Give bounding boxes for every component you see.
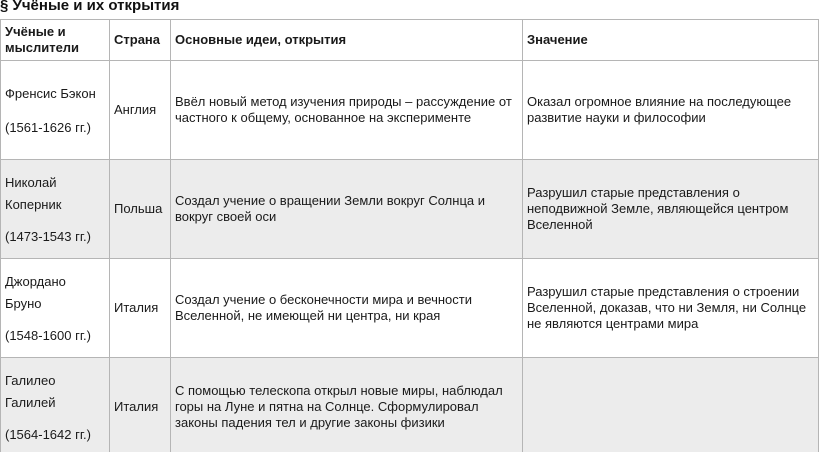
scientist-years: (1548-1600 гг.) bbox=[5, 328, 91, 343]
scientist-name: Николай bbox=[5, 175, 57, 190]
ideas-cell: С помощью телескопа открыл новые миры, наблюдал горы на Луне и пятна на Солнце. Сформулировал законы падения тел и другие законы физики bbox=[171, 358, 523, 452]
table-row bbox=[1, 61, 819, 160]
table-row bbox=[1, 358, 819, 452]
header-country: Страна bbox=[110, 20, 171, 61]
header-significance: Значение bbox=[523, 20, 819, 61]
ideas-cell: Создал учение о бесконечности мира и вечности Вселенной, не имеющей ни центра, ни края bbox=[171, 259, 523, 358]
scientist-cell bbox=[1, 61, 110, 160]
country-cell: Англия bbox=[110, 61, 171, 160]
header-scientist: Учёные и мыслители bbox=[1, 20, 110, 61]
scientist-name: Джордано bbox=[5, 274, 66, 289]
significance-cell bbox=[523, 358, 819, 452]
table-row bbox=[1, 259, 819, 358]
scientist-name: Галилео bbox=[5, 373, 56, 388]
table-row bbox=[1, 160, 819, 259]
scientist-cell bbox=[1, 259, 110, 358]
scientist-years: (1473-1543 гг.) bbox=[5, 229, 91, 244]
scientist-cell bbox=[1, 358, 110, 452]
significance-cell: Оказал огромное влияние на последующее развитие науки и философии bbox=[523, 61, 819, 160]
table-header-row bbox=[1, 20, 819, 61]
section-title: § Учёные и их открытия bbox=[0, 0, 180, 14]
ideas-cell: Создал учение о вращении Земли вокруг Солнца и вокруг своей оси bbox=[171, 160, 523, 259]
scientists-table bbox=[0, 19, 819, 452]
significance-cell: Разрушил старые представления о неподвижной Земле, являющейся центром Вселенной bbox=[523, 160, 819, 259]
scientist-cell bbox=[1, 160, 110, 259]
significance-cell: Разрушил старые представления о строении Вселенной, доказав, что ни Земля, ни Солнце не являются центрами мира bbox=[523, 259, 819, 358]
scientist-years: (1564-1642 гг.) bbox=[5, 427, 91, 442]
scientist-surname: Коперник bbox=[5, 197, 62, 212]
country-cell: Польша bbox=[110, 160, 171, 259]
scientist-name: Френсис Бэкон bbox=[5, 86, 96, 101]
header-ideas: Основные идеи, открытия bbox=[171, 20, 523, 61]
scientist-years: (1561-1626 гг.) bbox=[5, 120, 91, 135]
country-cell: Италия bbox=[110, 358, 171, 452]
ideas-cell: Ввёл новый метод изучения природы – рассуждение от частного к общему, основанное на эксперименте bbox=[171, 61, 523, 160]
country-cell: Италия bbox=[110, 259, 171, 358]
scientist-surname: Галилей bbox=[5, 395, 56, 410]
scientist-surname: Бруно bbox=[5, 296, 42, 311]
